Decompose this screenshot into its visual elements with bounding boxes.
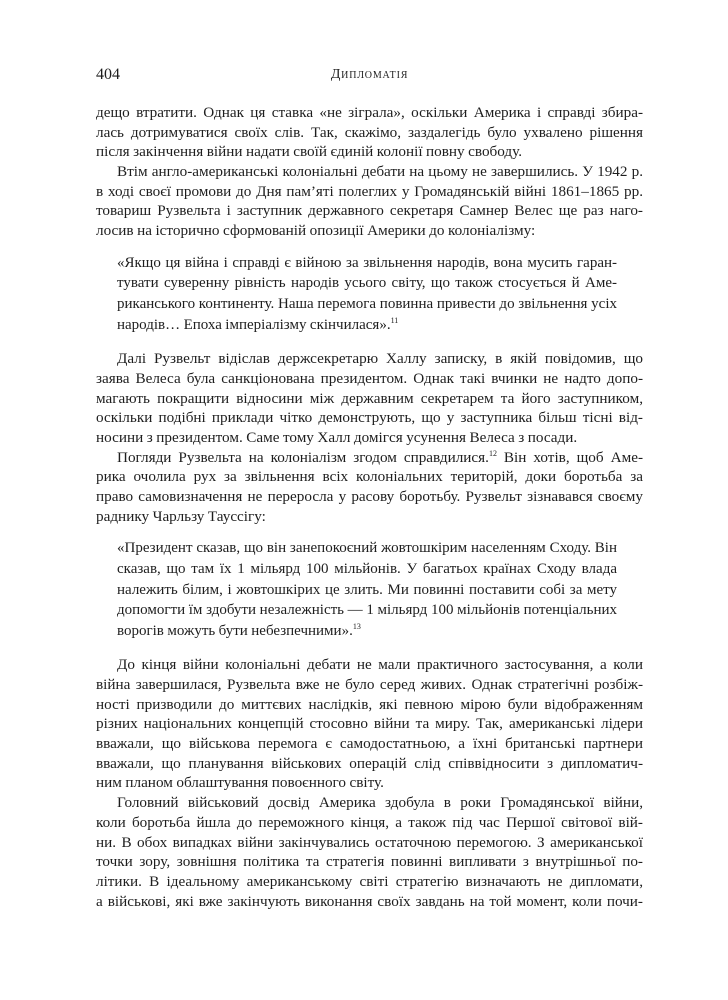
text-line: вважали, що планування військових операцій слід співвідносити з дипломатич- <box>96 754 643 772</box>
paragraph <box>96 162 643 241</box>
quote-line <box>117 621 617 642</box>
quote-text: ворогів можуть бути небезпечними». <box>117 622 353 639</box>
text-line: товариш Рузвельта і заступник державного секретаря Самнер Велес ще раз наго- <box>96 202 643 220</box>
quote-line <box>117 315 617 336</box>
quote-line: «Президент сказав, що він занепокоєний жовтошкірим населенням Сходу. Він <box>117 540 617 557</box>
running-title: Дипломатія <box>330 67 409 82</box>
text-line <box>96 448 643 468</box>
text-line: ності призводили до миттєвих наслідків, які певною мірою були відображенням <box>96 695 643 713</box>
footnote-ref[interactable]: 12 <box>488 448 497 458</box>
text-line: заява Велеса була санкціонована президентом. Однак такі вчинки не надто допо- <box>96 369 643 387</box>
text-line: різних національних концепцій стосовно війни та миру. Так, американські лідери <box>96 715 643 733</box>
quote-line: риканського континенту. Наша перемога повинна привести до звільнення усіх <box>117 296 617 312</box>
text-line: Втім англо-американські колоніальні дебати на цьому не завершились. У 1942 р. <box>117 163 643 181</box>
text-line: До кінця війни колоніальні дебати не мали практичного застосування, а коли <box>117 656 643 674</box>
text-line: лосив на історично сформованій опозиції Америки до колоніалізму: <box>96 222 536 240</box>
text-line: оскільки подібні приклади чітко демонструють, що у заступника більш тісні від- <box>96 409 643 427</box>
footnote-ref[interactable]: 13 <box>352 621 361 631</box>
page-number: 404 <box>96 66 120 83</box>
quote-line: тувати суверенну рівність народів усього світу, що також стосується й Аме- <box>117 275 617 292</box>
paragraph <box>96 103 643 162</box>
text-line: право самовизначення не переросла у расову боротьбу. Рузвельт зізнавався своєму <box>96 488 643 505</box>
paragraph <box>96 655 643 793</box>
page-body <box>96 103 643 911</box>
text-line: точки зору, зовнішня політика та стратегія повинні випливати з внутрішньої по- <box>96 853 643 871</box>
quote-text: народів… Епоха імперіалізму скінчилася». <box>117 316 391 333</box>
text-line: магають покращити відносини між державним секретарем та його заступником, <box>96 389 643 407</box>
text-segment: Погляди Рузвельта на колоніалізм згодом справдилися. <box>117 448 489 466</box>
quote-line: належить білим, і жовтошкірих це злить. Ми повинні поставити собі за мету <box>117 581 617 598</box>
quote-line: сказав, що там їх 1 мільярд 100 мільйонів. У багатьох країнах Сходу влада <box>117 560 617 577</box>
text-line: після закінчення війни надати своїй єдиній колонії повну свободу. <box>96 143 523 161</box>
text-line: в ході своєї промови до Дня пам’яті полеглих у Громадянській війні 1861–1865 рр. <box>96 182 643 200</box>
text-line: війна завершилася, Рузвельта вже не було серед живих. Однак стратегічні розбіж- <box>96 676 643 694</box>
text-line: Далі Рузвельт відіслав держсекретарю Халлу записку, в якій повідомив, що <box>117 350 643 368</box>
paragraph <box>96 448 643 527</box>
text-line: літики. В ідеальному американському світі стратегію визначають не дипломати, <box>96 872 643 890</box>
text-line: а військові, які вже закінчують виконання своїх завдань на той момент, коли почи- <box>96 892 643 910</box>
text-line: лась дотримуватися своїх слів. Так, скажімо, заздалегідь було ухвалено рішення <box>96 123 643 141</box>
text-line: носини з президентом. Саме тому Халл домігся усунення Велеса з посади. <box>96 428 578 446</box>
text-line: Головний військовий досвід Америка здобула в роки Громадянської війни, <box>117 794 643 812</box>
quote-line: допомогти їм здобути незалежність — 1 мільярд 100 мільйонів потенціальних <box>117 602 617 619</box>
block-quote <box>117 538 617 641</box>
paragraph <box>96 793 643 911</box>
footnote-ref[interactable]: 11 <box>390 315 399 325</box>
text-segment: Він хотів, щоб Аме- <box>496 448 644 466</box>
text-line: коли боротьба йшла до переможного кінця, а також під час Першої світової вій- <box>96 813 643 831</box>
quote-line: «Якщо ця війна і справді є війною за звільнення народів, вона мусить гаран- <box>117 254 617 271</box>
text-line: вважали, що військова перемога є самодостатньою, а їхні британські партнери <box>96 735 643 753</box>
block-quote <box>117 253 617 335</box>
text-line: раднику Чарльзу Тауссігу: <box>96 507 266 525</box>
text-line: рика очолила рух за звільнення всіх колоніальних територій, доки боротьба за <box>96 468 643 486</box>
text-line: ни. В обох випадках війни закінчувались остаточною перемогою. З американської <box>96 833 643 851</box>
text-line: ним планом облаштування повоєнного світу. <box>96 774 384 792</box>
page-header <box>96 66 643 88</box>
paragraph <box>96 349 643 447</box>
text-line: дещо втратити. Однак ця ставка «не зіграла», оскільки Америка і справді збира- <box>96 104 643 121</box>
